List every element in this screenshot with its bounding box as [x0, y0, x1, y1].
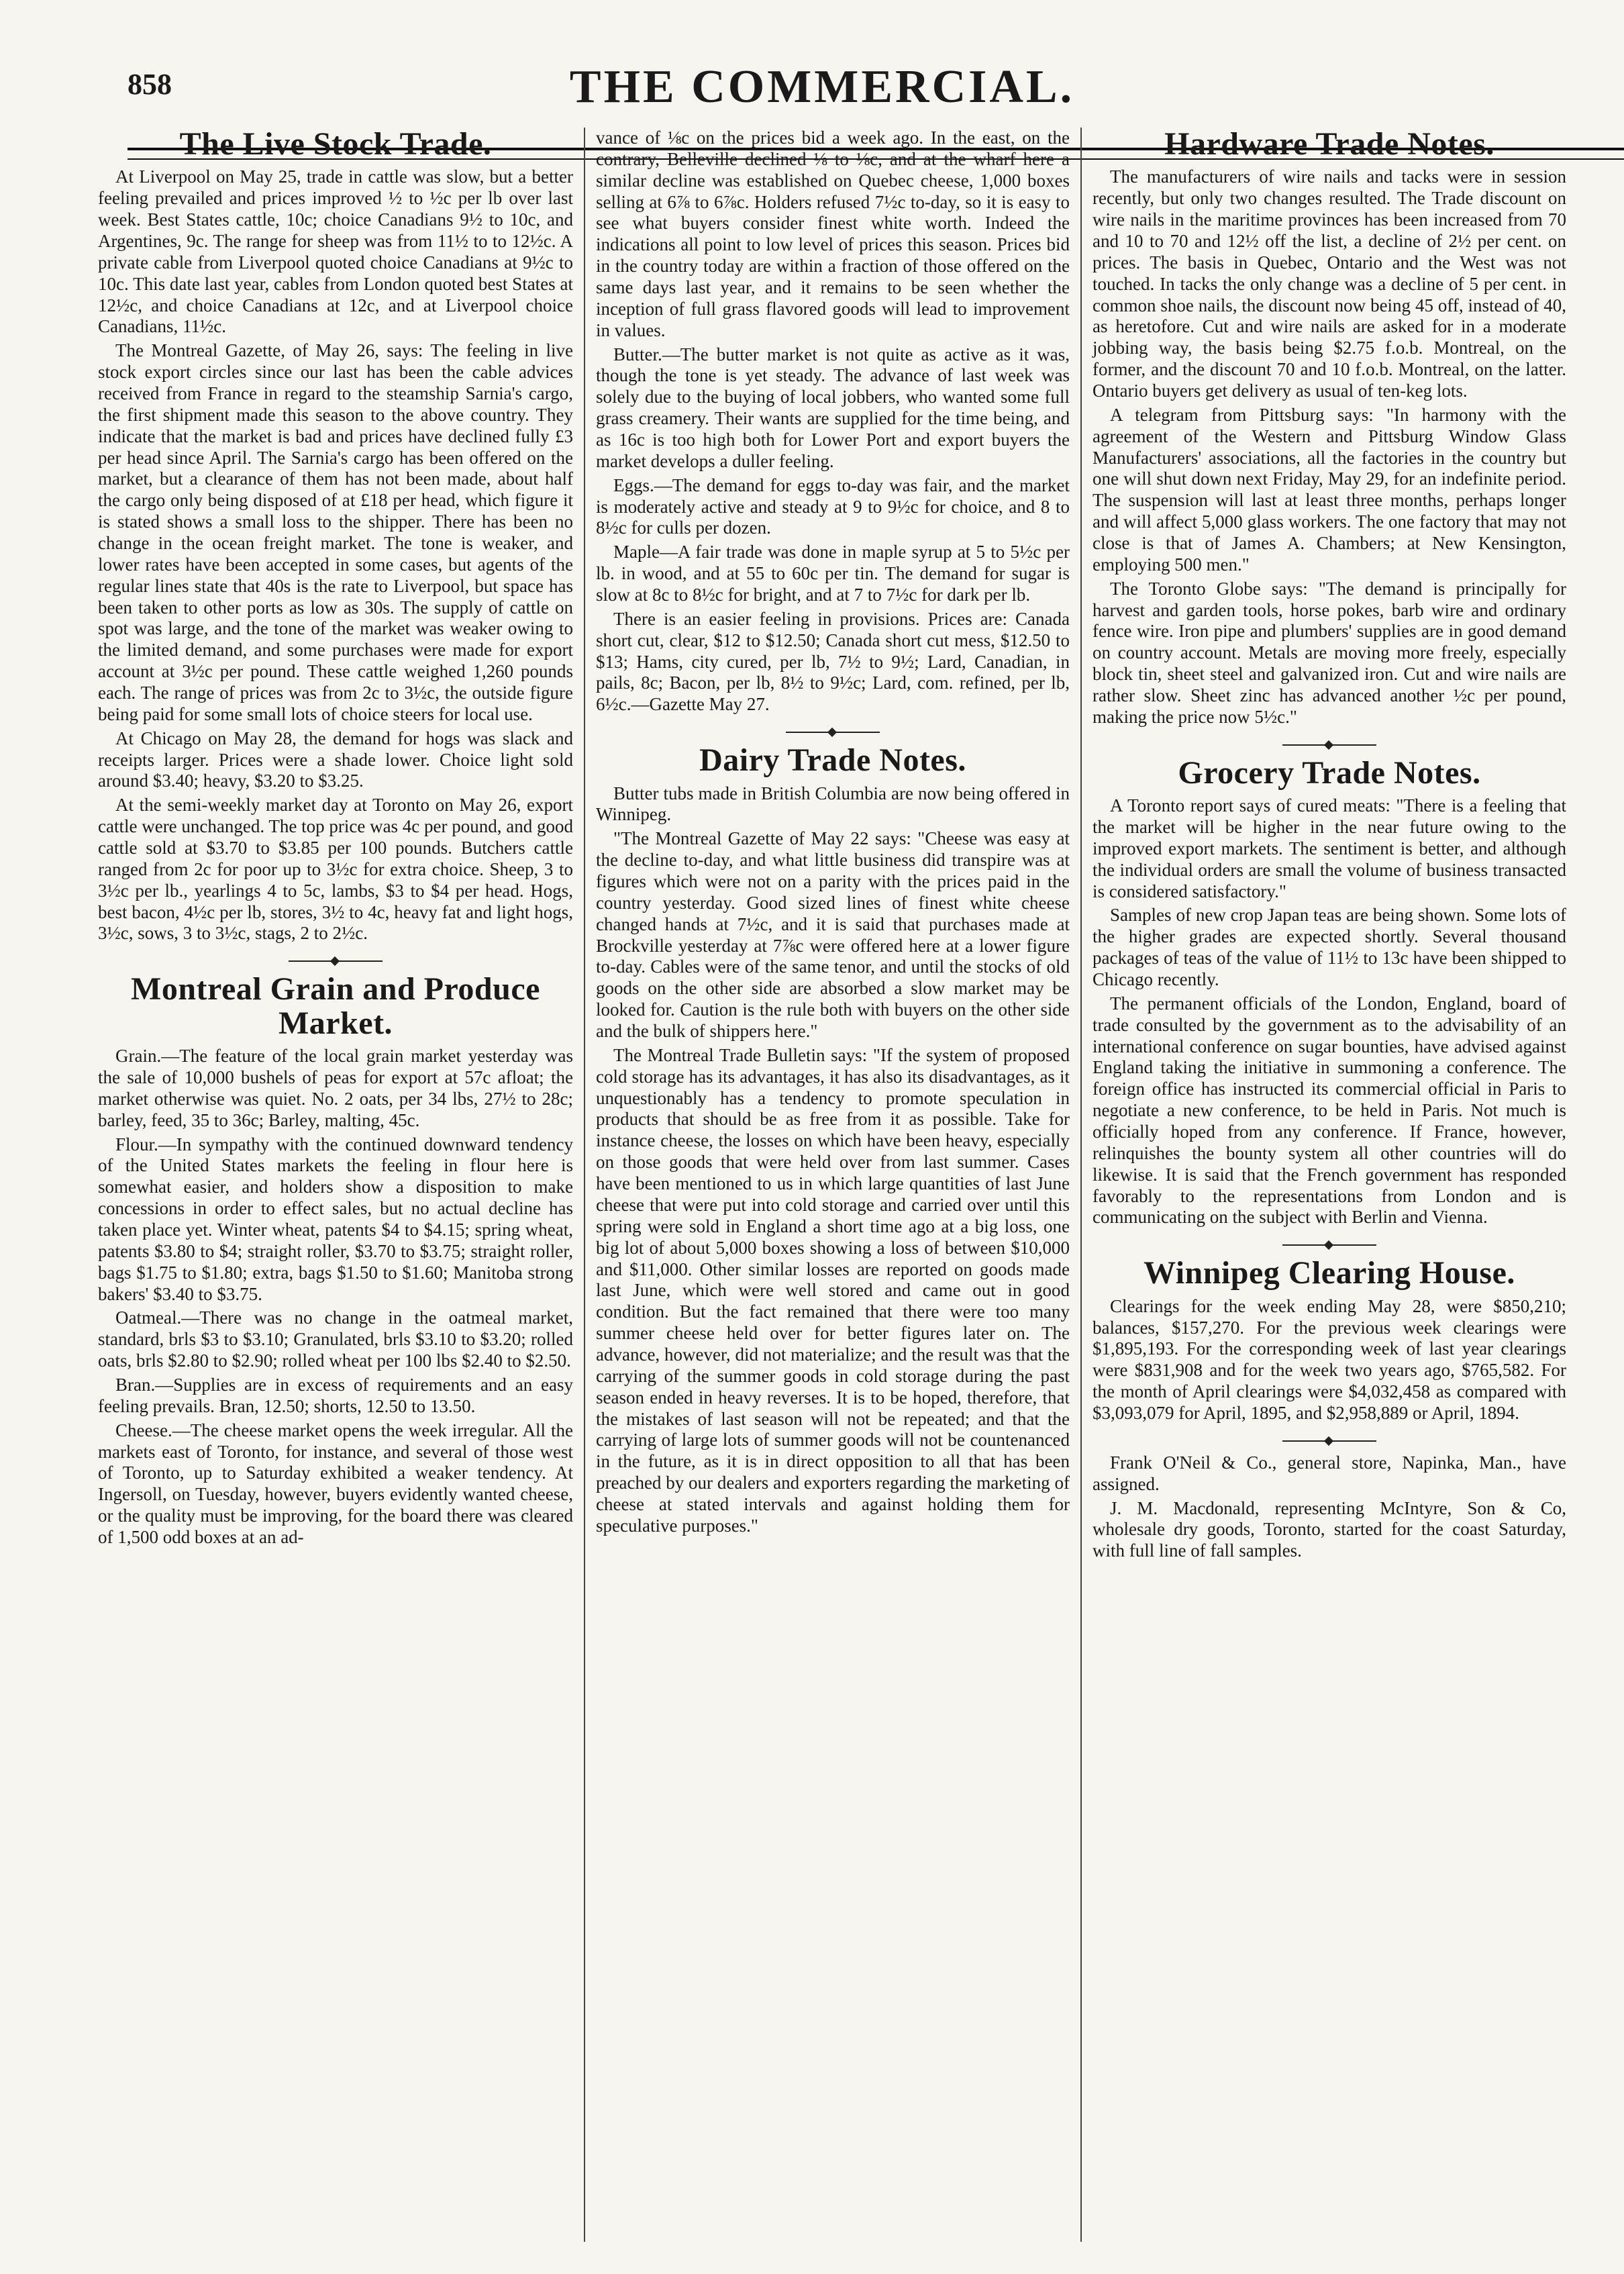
section-heading: Dairy Trade Notes. [699, 742, 966, 779]
article-paragraph: At Liverpool on May 25, trade in cattle was slow, but a better feeling prevailed and prices improved ½ to ½c per lb over last week. Best States cattle, 10c; choice Canadians 9½ to 10c, and Argentines, 9c. The range for sheep was from 11½ to to 12½c. A private cable from Liverpool quoted choice Canadians at 9½c to 10c. This date last year, cables from London quoted best States at 12½c, and choice Canadians at 12c, and at Liverpool choice Canadians, 11½c. [98, 166, 573, 337]
article-paragraph: The permanent officials of the London, England, board of trade consulted by the government as to the advisability of an international conference on sugar bounties, have advised against England taking the initiative in summoning a conference. The foreign office has instructed its commercial official in Paris to negotiate a new conference, to be held in Paris. Not much is officially hoped from any conference. If France, however, relinquishes the bounty system all other countries will do likewise. It is said that the French government has responded favorably to the representations from London and is communicating on the subject with Berlin and Vienna. [1093, 993, 1566, 1228]
section-separator [1093, 1242, 1566, 1248]
article-paragraph: Flour.—In sympathy with the continued downward tendency of the United States markets the feeling in flour here is somewhat easier, and holders show a disposition to make concessions in order to effect sales, but no actual decline has taken place yet. Winter wheat, patents $4 to $4.15; spring wheat, patents $3.80 to $4; straight roller, $3.70 to $3.75; straight roller, bags $1.75 to $1.80; extra, bags $1.50 to $1.60; Manitoba strong bakers' $3.40 to $3.75. [98, 1134, 573, 1304]
article-paragraph: A Toronto report says of cured meats: "There is a feeling that the market will be higher in the near future owing to the improved export markets. The sentiment is better, and although the individual orders are small the volume of business transacted is considered satisfactory." [1093, 795, 1566, 901]
article-paragraph: Cheese.—The cheese market opens the week irregular. All the markets east of Toronto, for instance, and several of those west of Toronto, up to Saturday exhibited a weaker tendency. At Ingersoll, on Tuesday, however, buyers evidently wanted cheese, or the quality must be improving, for the board there was cleared of 1,500 odd boxes at an ad- [98, 1420, 573, 1548]
article-paragraph: The manufacturers of wire nails and tacks were in session recently, but only two changes resulted. The Trade discount on wire nails in the maritime provinces has been increased from 70 and 10 to 70 and 12½ off the list, a decline of 2½ per cent. on prices. The basis in Quebec, Ontario and the West was not touched. In tacks the only change was a decline of 5 per cent. in common shoe nails, the discount now being 45 off, instead of 40, as heretofore. Cut and wire nails are asked for in a moderate jobbing way, the basis being $2.75 f.o.b. Montreal, on the former, and the discount 70 and 10 f.o.b. Montreal, on the latter. Ontario buyers get delivery as usual of ten-keg lots. [1093, 166, 1566, 401]
article-paragraph: Clearings for the week ending May 28, were $850,210; balances, $157,270. For the previous week clearings were $1,895,193. For the corresponding week of last year clearings were $831,908 and for the week two years ago, $765,582. For the month of April clearings were $4,032,458 as compared with $3,093,079 for April, 1895, and $2,958,889 or April, 1894. [1093, 1295, 1566, 1423]
section-heading: The Live Stock Trade. [179, 128, 492, 162]
article-paragraph: At the semi-weekly market day at Toronto on May 26, export cattle were unchanged. The top price was 4c per pound, and good cattle sold at $3.70 to $3.85 per 100 pounds. Butchers cattle ranged from 2c for poor up to 3½c for extra choice. Sheep, 3 to 3½c per lb., yearlings 4 to 5c, lambs, $3 to $4 per head. Hogs, best bacon, 4½c per lb, stores, 3½ to 4c, heavy fat and light hogs, 3½c, sows, 3 to 3½c, stags, 2 to 2½c. [98, 795, 573, 944]
columns [87, 128, 1604, 2242]
section-separator [98, 958, 573, 965]
article-paragraph: Samples of new crop Japan teas are being shown. Some lots of the higher grades are expected shortly. Several thousand packages of teas of the value of 11½ to 13c have been shipped to Chicago recently. [1093, 905, 1566, 989]
article-paragraph: vance of ⅛c on the prices bid a week ago. In the east, on the contrary, Belleville declined ⅛ to ⅛c, and at the wharf here a similar decline was established on Quebec cheese, 1,000 boxes selling at 6⅞ to 6⅞c. Holders refused 7½c to-day, so it is easy to see what buyers consider finest white worth. Indeed the indications all point to low level of prices this season. Prices bid in the country today are within a fraction of those offered on the same days last year, and it remains to be seen whether the inception of full grass flavored goods will lead to improvement in values. [596, 128, 1070, 340]
grocery-section [1093, 756, 1566, 1229]
article-paragraph: The Toronto Globe says: "The demand is principally for harvest and garden tools, horse pokes, barb wire and ordinary fence wire. Iron pipe and plumbers' supplies are in good demand on country account. Metals are moving more freely, especially block tin, sheet steel and galvanized iron. Cut and wire nails are rather slow. Sheet zinc has advanced another ½c per pound, making the price now 5½c." [1093, 578, 1566, 727]
column-3 [1080, 128, 1577, 2242]
column-2 [584, 128, 1080, 2242]
section-separator [1093, 742, 1566, 748]
section-heading: Montreal Grain and Produce Market. [131, 971, 540, 1041]
section-heading: Grocery Trade Notes. [1178, 754, 1481, 791]
grain-section [98, 973, 573, 1548]
article-paragraph: The Montreal Gazette, of May 26, says: The feeling in live stock export circles since our last has been the cable advices received from France in regard to the steamship Sarnia's cargo, the first shipment made this season to the above country. They indicate that the market is bad and prices have declined fully £3 per head since April. The Sarnia's cargo has been offered on the market, but a clearance of them has not been made, about half the cargo only being disposed of at £18 per head, which figure it is stated shows a small loss to the shipper. There has been no change in the ocean freight market. The tone is weaker, and lower rates have been accepted in some cases, but agents of the regular lines state that 40s is the rate to Liverpool, but space has been taken to other ports as low as 30s. The supply of cattle on spot was large, and the tone of the market was weaker owing to the limited demand, and some purchases were made for export account at 3½c per pound. These cattle weighed 1,260 pounds each. The range of prices was from 2c to 3½c, the outside figure being paid for some small lots of choice steers for local use. [98, 340, 573, 724]
grain-continuation [596, 128, 1070, 715]
masthead [40, 40, 1604, 141]
page-number: 858 [128, 68, 172, 101]
article-paragraph: Bran.—Supplies are in excess of requirements and an easy feeling prevails. Bran, 12.50; shorts, 12.50 to 13.50. [98, 1375, 573, 1416]
article-paragraph: The Montreal Trade Bulletin says: "If the system of proposed cold storage has its advantages, it has also its disadvantages, as it unquestionably has a tendency to promote speculation in products that should be as free from it as possible. Take for instance cheese, the losses on which have been heavy, especially on those goods that were held over from last summer. Cases have been mentioned to us in which large quantities of last June cheese that were put into cold storage and carried over until this spring were sold in England a short time ago at a big loss, one big lot of about 5,000 boxes showing a loss of between $10,000 and $11,000. Other similar losses are reported on goods made last June, which were well stored and came out in good condition. But the fact remained that there were too many summer cheese held over for better figures later on. The advance, however, did not materialize; and the result was that the carrying of the summer goods in cold storage during the past season ended in heavy reverses. It is to be hoped, therefore, that the mistakes of last season will not be repeated; and that the carrying of large lots of summer goods will not be countenanced in the future, as it is in direct opposition to all that has been preached by our dealers and exporters regarding the marketing of cheese at stated intervals and against holding them for speculative purposes." [596, 1044, 1070, 1536]
section-separator [596, 729, 1070, 736]
article-paragraph: "The Montreal Gazette of May 22 says: "Cheese was easy at the decline to-day, and what little business did transpire was at figures which were not on a parity with the prices paid in the country yesterday. Good sized lines of finest white cheese changed hands at 7½c, and it is said that purchases made at Brockville yesterday at 7⅞c were offered here at a lower figure to-day. Cables were of the same tenor, and until the stocks of old goods on the other side are absorbed a slow market may be looked for. Caution is the rule both with buyers on the other side and the bulk of shippers here." [596, 828, 1070, 1042]
article-paragraph: Butter tubs made in British Columbia are now being offered in Winnipeg. [596, 783, 1070, 825]
notices-section [1093, 1452, 1566, 1562]
publication-title: THE COMMERCIAL. [569, 61, 1075, 113]
article-paragraph: Eggs.—The demand for eggs to-day was fair, and the market is moderately active and steady at 9 to 9½c for choice, and 8 to 8½c for culls per dozen. [596, 475, 1070, 538]
section-heading: Winnipeg Clearing House. [1144, 1255, 1515, 1291]
notice-item: Frank O'Neil & Co., general store, Napinka, Man., have assigned. [1093, 1452, 1566, 1494]
notice-item: J. M. Macdonald, representing McIntyre, Son & Co, wholesale dry goods, Toronto, started for the coast Saturday, with full line of fall samples. [1093, 1497, 1566, 1561]
article-paragraph: Butter.—The butter market is not quite as active as it was, though the tone is yet steady. The advance of last week was solely due to the buying of local jobbers, who wanted some full grass creamery. Their wants are supplied for the time being, and as 16c is too high both for Lower Port and export buyers the market develops a duller feeling. [596, 344, 1070, 471]
clearing-section [1093, 1256, 1566, 1424]
article-paragraph: Maple—A fair trade was done in maple syrup at 5 to 5½c per lb. in wood, and at 55 to 60c per tin. The demand for sugar is slow at 8c to 8½c for bright, and at 7 to 7½c for dark per lb. [596, 542, 1070, 605]
article-paragraph: A telegram from Pittsburg says: "In harmony with the agreement of the Western and Pittsburg Window Glass Manufacturers' associations, all the factories in the country but one will shut down next Friday, May 29, for an indefinite period. The suspension will last at least three months, perhaps longer and will affect 5,000 glass workers. The one factory that may not close is that of James A. Chambers; at New Kensington, employing 500 men." [1093, 404, 1566, 575]
article-paragraph: There is an easier feeling in provisions. Prices are: Canada short cut, clear, $12 to $12.50; Canada short cut mess, $12.50 to $13; Hams, city cured, per lb, 7½ to 9½; Lard, Canadian, in pails, 8c; Bacon, per lb, 8½ to 9½c; Lard, com. refined, per lb, 6½c.—Gazette May 27. [596, 608, 1070, 715]
livestock-section [98, 128, 573, 944]
article-paragraph: At Chicago on May 28, the demand for hogs was slack and receipts larger. Prices were a shade lower. Choice light sold around $3.40; heavy, $3.20 to $3.25. [98, 728, 573, 791]
hardware-section [1093, 128, 1566, 728]
section-separator [1093, 1438, 1566, 1444]
section-heading: Hardware Trade Notes. [1164, 128, 1494, 162]
column-1 [87, 128, 584, 2242]
dairy-section [596, 744, 1070, 1536]
article-paragraph: Grain.—The feature of the local grain market yesterday was the sale of 10,000 bushels of peas for export at 57c afloat; the market otherwise was quiet. No. 2 oats, per 34 lbs, 27½ to 28c; barley, feed, 35 to 36c; Barley, malting, 45c. [98, 1046, 573, 1130]
article-paragraph: Oatmeal.—There was no change in the oatmeal market, standard, brls $3 to $3.10; Granulated, brls $3.10 to $3.20; rolled oats, brls $2.80 to $2.90; rolled wheat per 100 lbs $2.40 to $2.50. [98, 1307, 573, 1371]
